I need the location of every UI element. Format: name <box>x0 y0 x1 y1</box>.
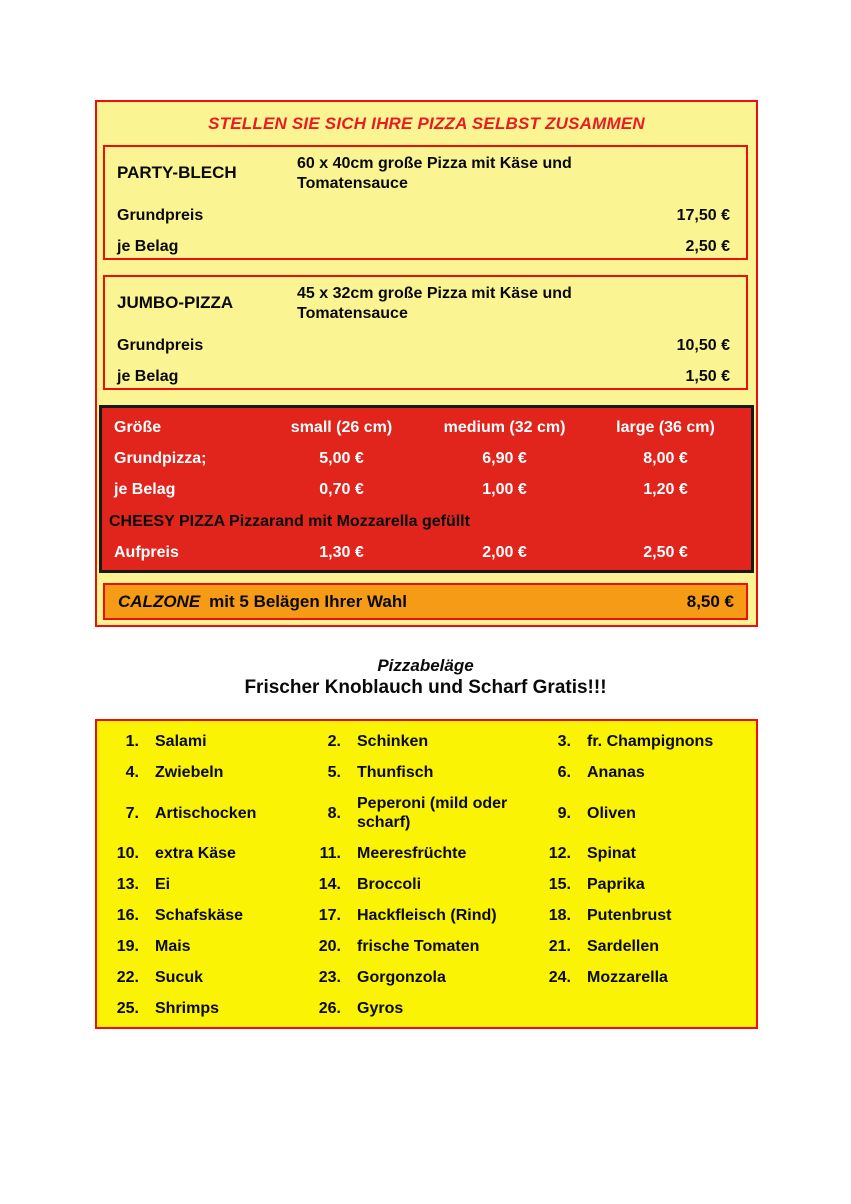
cell-value: 1,30 € <box>319 544 364 561</box>
row-label: je Belag <box>114 481 176 498</box>
section-description: 45 x 32cm große Pizza mit Käse und Tomatensauce <box>297 285 572 322</box>
topping-name: fr. Champignons <box>587 733 714 750</box>
topping-number: 9. <box>557 804 571 822</box>
topping-name: Artischocken <box>155 804 257 822</box>
calzone-price: 8,50 € <box>686 591 734 611</box>
section-head <box>117 284 734 324</box>
price-value: 2,50 € <box>685 238 730 255</box>
topping-name: Peperoni (mild oder scharf) <box>357 795 508 831</box>
pizza-menu-panel <box>95 100 758 627</box>
topping-number: 18. <box>548 907 571 924</box>
price-label: je Belag <box>117 368 179 385</box>
column-header: Größe <box>114 419 162 436</box>
toppings-table <box>95 719 758 1029</box>
price-value: 10,50 € <box>676 337 730 354</box>
topping-number: 13. <box>116 876 139 893</box>
price-value: 1,50 € <box>685 368 730 385</box>
column-header: medium (32 cm) <box>443 419 566 436</box>
topping-number: 3. <box>557 733 571 750</box>
toppings-heading <box>0 655 851 699</box>
menu-title: STELLEN SIE SICH IHRE PIZZA SELBST ZUSAMMEN <box>208 114 645 133</box>
size-table-header-row <box>102 418 745 437</box>
size-price-table <box>99 405 754 573</box>
row-label: Grundpizza; <box>114 450 207 467</box>
price-label: Grundpreis <box>117 337 204 354</box>
topping-number: 12. <box>548 845 571 862</box>
price-label: je Belag <box>117 238 179 255</box>
topping-name: Zwiebeln <box>155 764 224 781</box>
topping-name: Paprika <box>587 876 645 893</box>
topping-number: 25. <box>116 1000 139 1017</box>
price-row <box>117 367 734 386</box>
toppings-subtitle: Frischer Knoblauch und Scharf Gratis!!! <box>244 677 607 698</box>
topping-number: 14. <box>318 876 341 893</box>
topping-name: extra Käse <box>155 845 236 862</box>
topping-name: Gyros <box>357 1000 404 1017</box>
topping-number: 15. <box>548 876 571 893</box>
price-row <box>117 336 734 355</box>
price-label: Grundpreis <box>117 207 204 224</box>
topping-name: Sardellen <box>587 938 660 955</box>
topping-name: Meeresfrüchte <box>357 845 467 862</box>
cheesy-pizza-note: CHEESY PIZZA Pizzarand mit Mozzarella gefüllt <box>109 513 470 530</box>
price-row <box>117 237 734 256</box>
price-row <box>117 206 734 225</box>
topping-name: Schinken <box>357 733 429 750</box>
toppings-grid <box>97 726 752 1024</box>
cell-value: 6,90 € <box>482 450 527 467</box>
topping-name: Putenbrust <box>587 907 672 924</box>
topping-name: Ei <box>155 876 171 893</box>
topping-number: 17. <box>318 907 341 924</box>
calzone-bar <box>103 583 748 620</box>
topping-number: 1. <box>125 733 139 750</box>
price-value: 17,50 € <box>676 207 730 224</box>
cell-value: 5,00 € <box>319 450 364 467</box>
topping-name: Gorgonzola <box>357 969 446 986</box>
table-row <box>102 543 745 562</box>
section-name: PARTY-BLECH <box>117 163 237 182</box>
cell-value: 1,00 € <box>482 481 527 498</box>
topping-name: Spinat <box>587 845 636 862</box>
topping-number: 20. <box>318 938 341 955</box>
topping-number: 22. <box>116 969 139 986</box>
topping-name: Salami <box>155 733 207 750</box>
topping-name: Broccoli <box>357 876 422 893</box>
toppings-title: Pizzabeläge <box>377 656 474 675</box>
topping-number: 11. <box>319 845 341 862</box>
cell-value: 8,00 € <box>643 450 688 467</box>
topping-number: 23. <box>318 969 341 986</box>
topping-number: 24. <box>548 969 571 986</box>
section-name: JUMBO-PIZZA <box>117 293 234 312</box>
topping-name: Thunfisch <box>357 764 434 781</box>
topping-number: 16. <box>116 907 139 924</box>
cell-value: 2,00 € <box>482 544 527 561</box>
topping-number: 6. <box>557 764 571 781</box>
topping-name: Mozzarella <box>587 969 668 986</box>
topping-name: Sucuk <box>155 969 204 986</box>
topping-name: Shrimps <box>155 1000 220 1017</box>
topping-name: frische Tomaten <box>357 938 480 955</box>
topping-number: 26. <box>318 1000 341 1017</box>
topping-number: 8. <box>327 804 341 822</box>
table-row <box>102 449 745 468</box>
topping-number: 21. <box>548 938 571 955</box>
column-header: small (26 cm) <box>290 419 393 436</box>
topping-name: Hackfleisch (Rind) <box>357 907 497 924</box>
topping-name: Oliven <box>587 804 636 822</box>
cell-value: 1,20 € <box>643 481 688 498</box>
topping-name: Mais <box>155 938 191 955</box>
topping-number: 5. <box>327 764 341 781</box>
topping-number: 19. <box>116 938 139 955</box>
row-label: Aufpreis <box>114 544 179 561</box>
topping-number: 7. <box>125 804 139 822</box>
section-description: 60 x 40cm große Pizza mit Käse und Tomatensauce <box>297 155 572 192</box>
topping-number: 10. <box>116 845 139 862</box>
cell-value: 2,50 € <box>643 544 688 561</box>
topping-number: 2. <box>327 733 341 750</box>
jumbo-pizza-section <box>103 275 748 390</box>
topping-name: Schafskäse <box>155 907 244 924</box>
calzone-description: mit 5 Belägen Ihrer Wahl <box>209 591 407 611</box>
topping-name: Ananas <box>587 764 645 781</box>
party-blech-section <box>103 145 748 260</box>
calzone-name: CALZONE <box>118 591 201 611</box>
topping-number: 4. <box>125 764 139 781</box>
table-row <box>102 480 745 499</box>
section-head <box>117 154 734 194</box>
column-header: large (36 cm) <box>616 419 715 436</box>
cell-value: 0,70 € <box>319 481 364 498</box>
